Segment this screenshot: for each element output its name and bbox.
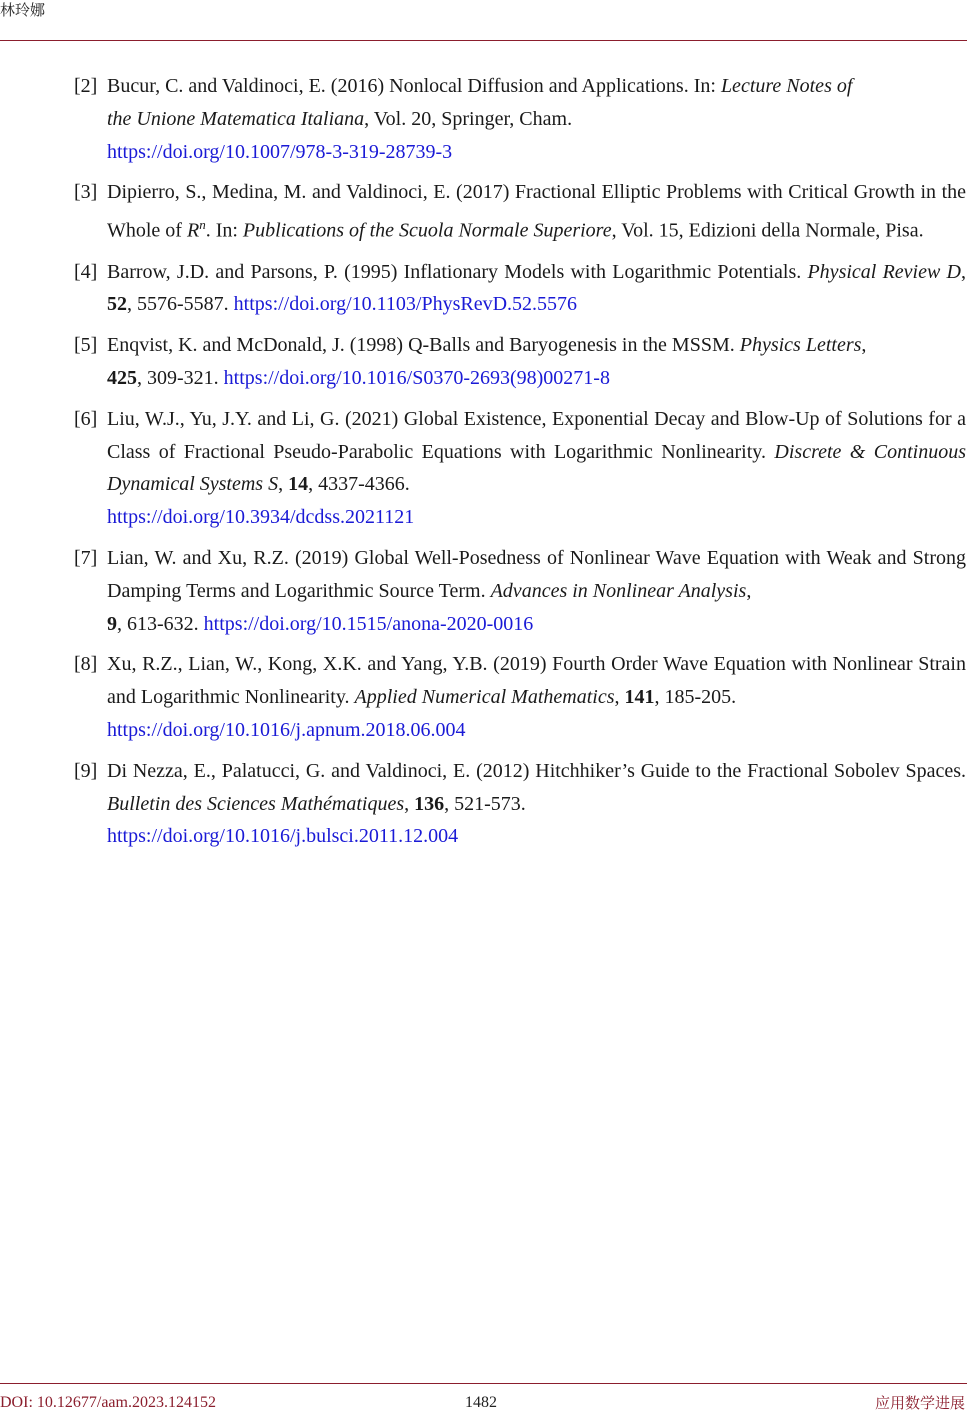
reference-text: , bbox=[746, 579, 752, 602]
reference-volume: 136 bbox=[414, 792, 445, 815]
reference-number: [3] bbox=[74, 181, 98, 204]
reference-text: , bbox=[861, 334, 867, 357]
reference-item bbox=[74, 176, 966, 247]
reference-volume: 52 bbox=[107, 293, 127, 316]
reference-text: Lian, W. and Xu, R.Z. (2019) Global Well-Posedness of Nonlinear Wave Equation with Weak and Strong Damping Terms and Logarithmic Source Term. bbox=[107, 547, 966, 602]
math-symbol: R bbox=[186, 219, 200, 242]
reference-text: , 613-632. bbox=[117, 612, 204, 635]
reference-text: , bbox=[404, 792, 415, 815]
reference-item bbox=[74, 403, 966, 534]
header-divider bbox=[0, 40, 967, 41]
reference-text: Liu, W.J., Yu, J.Y. and Li, G. (2021) Global Existence, Exponential Decay and Blow-Up of Solutions for a Class of Fractional Pseudo-Parabolic Equations with Logarithmic Nonlinearity. bbox=[107, 407, 966, 463]
reference-text: Di Nezza, E., Palatucci, G. and Valdinoci, E. (2012) Hitchhiker’s Guide to the Fractional Sobolev Spaces. bbox=[107, 759, 966, 782]
footer-doi: DOI: 10.12677/aam.2023.124152 bbox=[0, 1394, 216, 1411]
footer-journal-name: 应用数学进展 bbox=[874, 1394, 965, 1412]
reference-number: [2] bbox=[74, 75, 98, 97]
reference-item bbox=[74, 70, 966, 168]
reference-text: Bucur, C. and Valdinoci, E. (2016) Nonlocal Diffusion and Applications. In: bbox=[107, 75, 721, 97]
reference-item bbox=[74, 256, 966, 322]
reference-source: Discrete & Continuous Dynamical Systems S bbox=[107, 440, 966, 496]
reference-line bbox=[107, 714, 966, 747]
reference-line bbox=[107, 103, 966, 136]
reference-volume: 14 bbox=[288, 473, 309, 496]
footer-divider bbox=[0, 1383, 967, 1384]
reference-volume: 141 bbox=[624, 686, 655, 709]
reference-text: , 4337-4366. bbox=[308, 473, 410, 496]
reference-line bbox=[107, 136, 966, 169]
reference-source: Bulletin des Sciences Mathématiques bbox=[107, 792, 405, 815]
reference-text: , 309-321. bbox=[137, 367, 224, 390]
reference-number: [5] bbox=[74, 334, 98, 357]
reference-line bbox=[107, 820, 966, 853]
reference-text: , bbox=[278, 473, 289, 496]
reference-text: Dipierro, S., Medina, M. and Valdinoci, E. (2017) Fractional Elliptic Problems with Critical Growth in the Whole of bbox=[107, 181, 966, 242]
reference-text: , Vol. 15, Edizioni della Normale, Pisa. bbox=[611, 219, 924, 242]
reference-item bbox=[74, 329, 966, 395]
reference-source: Physical Review D bbox=[807, 260, 961, 283]
reference-line bbox=[107, 501, 966, 534]
reference-text: Barrow, J.D. and Parsons, P. (1995) Inflationary Models with Logarithmic Potentials. bbox=[107, 260, 808, 283]
reference-doi-link[interactable]: https://doi.org/10.3934/dcdss.2021121 bbox=[107, 506, 415, 529]
reference-number: [4] bbox=[74, 260, 98, 283]
reference-source: the Unione Matematica Italiana bbox=[107, 107, 365, 130]
reference-item bbox=[74, 755, 966, 853]
reference-text: Xu, R.Z., Lian, W., Kong, X.K. and Yang, Y.B. (2019) Fourth Order Wave Equation with Nonlinear Strain and Logarithmic Nonlinearity. bbox=[107, 653, 966, 709]
reference-doi-link[interactable]: https://doi.org/10.1103/PhysRevD.52.5576 bbox=[233, 293, 578, 316]
reference-doi-link[interactable]: https://doi.org/10.1016/S0370-2693(98)00271-8 bbox=[223, 367, 610, 390]
reference-text: , 5576-5587. bbox=[127, 293, 234, 316]
reference-line bbox=[107, 70, 966, 103]
running-header-author: 林玲娜 bbox=[0, 1, 46, 19]
reference-number: [8] bbox=[74, 653, 98, 676]
reference-doi-link[interactable]: https://doi.org/10.1007/978-3-319-28739-3 bbox=[107, 140, 453, 163]
reference-volume: 9 bbox=[107, 612, 117, 635]
reference-item bbox=[74, 542, 966, 640]
reference-number: [7] bbox=[74, 547, 98, 570]
reference-text: , 185-205. bbox=[654, 686, 737, 709]
reference-source: Lecture Notes of bbox=[720, 75, 853, 97]
reference-text: , 521-573. bbox=[444, 792, 526, 815]
reference-source: Publications of the Scuola Normale Superiore bbox=[242, 219, 612, 242]
reference-source: Applied Numerical Mathematics bbox=[354, 686, 615, 709]
reference-text: . In: bbox=[205, 219, 243, 242]
reference-source: Advances in Nonlinear Analysis bbox=[490, 579, 747, 602]
reference-source: Physics Letters bbox=[739, 334, 862, 357]
reference-volume: 425 bbox=[107, 367, 137, 390]
reference-doi-link[interactable]: https://doi.org/10.1016/j.bulsci.2011.12.004 bbox=[107, 825, 459, 848]
reference-number: [6] bbox=[74, 407, 98, 430]
reference-item bbox=[74, 648, 966, 746]
reference-doi-link[interactable]: https://doi.org/10.1515/anona-2020-0016 bbox=[203, 612, 534, 635]
reference-text: , Vol. 20, Springer, Cham. bbox=[364, 107, 573, 130]
reference-text: , bbox=[960, 260, 966, 283]
page-number: 1482 bbox=[465, 1394, 497, 1411]
reference-list bbox=[74, 70, 966, 861]
reference-number: [9] bbox=[74, 759, 98, 782]
math-superscript: n bbox=[199, 217, 206, 233]
reference-text: , bbox=[614, 686, 625, 709]
reference-doi-link[interactable]: https://doi.org/10.1016/j.apnum.2018.06.004 bbox=[107, 719, 466, 741]
reference-text: Enqvist, K. and McDonald, J. (1998) Q-Balls and Baryogenesis in the MSSM. bbox=[107, 334, 740, 357]
